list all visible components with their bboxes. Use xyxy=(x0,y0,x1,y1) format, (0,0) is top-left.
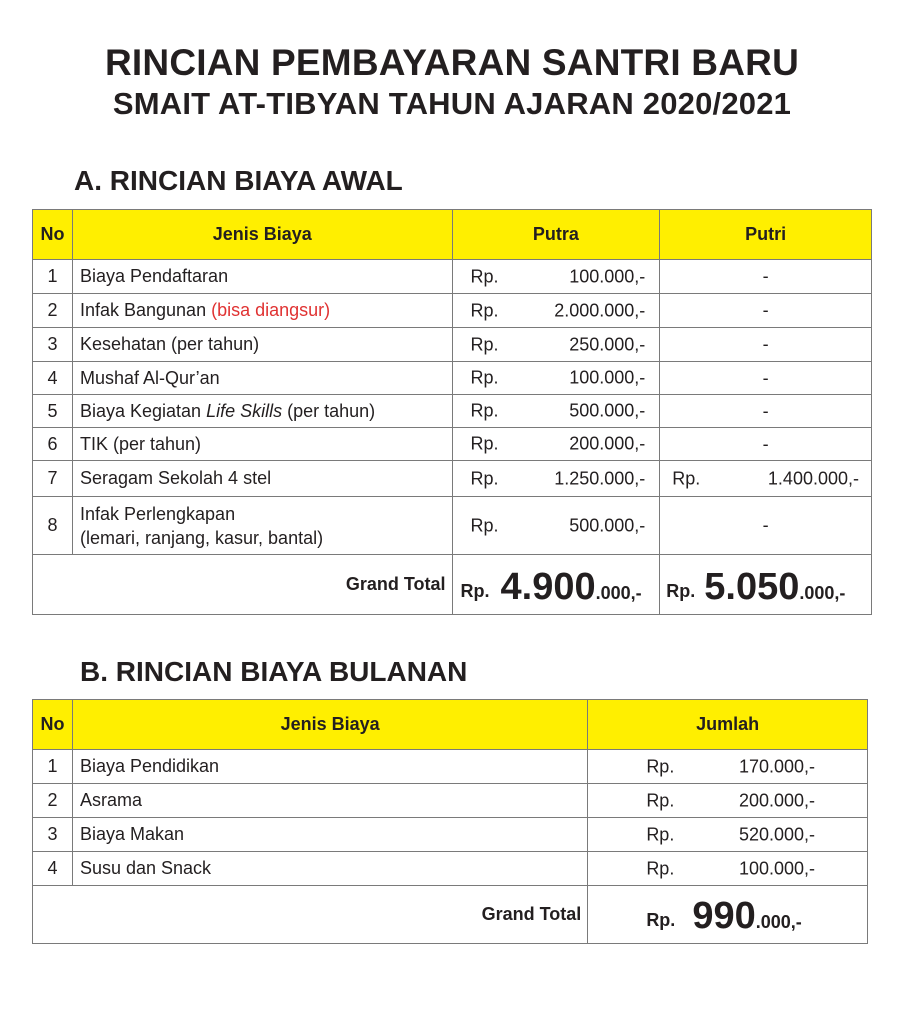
grand-total-putri xyxy=(704,568,845,606)
table-row xyxy=(33,395,872,428)
grand-total-row xyxy=(33,555,872,615)
amount-cell xyxy=(588,784,868,818)
currency-label: Rp. xyxy=(470,367,499,388)
row-number: 1 xyxy=(33,260,73,294)
currency-label: Rp. xyxy=(646,858,675,878)
row-name: Seragam Sekolah 4 stel xyxy=(72,461,452,497)
row-name xyxy=(72,294,452,328)
currency-label: Rp. xyxy=(646,790,675,810)
row-name: Biaya Makan xyxy=(72,818,587,852)
putra-amount: 500.000,- xyxy=(569,515,646,535)
row-number: 3 xyxy=(33,818,73,852)
table-row xyxy=(33,362,872,395)
row-number: 6 xyxy=(33,428,73,461)
grand-total-amount-small: .000,- xyxy=(755,912,802,932)
currency-label: Rp. xyxy=(460,581,490,601)
putra-amount-cell xyxy=(452,461,660,497)
grand-total-row xyxy=(33,886,868,944)
putra-amount-cell xyxy=(452,294,660,328)
putra-amount-cell xyxy=(452,395,660,428)
row-name-line1: Infak Perlengkapan xyxy=(79,503,236,524)
putri-amount: 1.400.000,- xyxy=(767,468,859,488)
row-number: 8 xyxy=(33,497,73,555)
currency-label: Rp. xyxy=(666,581,696,601)
row-name: Asrama xyxy=(72,784,587,818)
currency-label: Rp. xyxy=(646,756,675,776)
column-header-putra: Putra xyxy=(452,210,660,260)
amount: 170.000,- xyxy=(738,756,815,776)
amount: 100.000,- xyxy=(738,858,815,878)
amount-cell xyxy=(588,818,868,852)
putra-amount: 2.000.000,- xyxy=(554,300,646,320)
table-biaya-awal xyxy=(32,209,872,615)
row-number: 5 xyxy=(33,395,73,428)
currency-label: Rp. xyxy=(470,433,499,454)
grand-total-label: Grand Total xyxy=(33,886,588,944)
putra-amount: 250.000,- xyxy=(569,334,646,354)
putra-amount: 1.250.000,- xyxy=(554,468,646,488)
row-name-note: (bisa diangsur) xyxy=(211,300,331,320)
grand-total-putra-small: .000,- xyxy=(595,583,642,603)
putra-amount-cell xyxy=(452,497,660,555)
table-row xyxy=(33,428,872,461)
row-number: 2 xyxy=(33,294,73,328)
row-name-line2: (lemari, ranjang, kasur, bantal) xyxy=(79,527,324,548)
row-number: 2 xyxy=(33,784,73,818)
row-name: Biaya Pendaftaran xyxy=(72,260,452,294)
row-name: Biaya Pendidikan xyxy=(72,750,587,784)
row-number: 4 xyxy=(33,362,73,395)
currency-label: Rp. xyxy=(470,400,499,421)
section-a-title: A. RINCIAN BIAYA AWAL xyxy=(74,165,403,196)
putra-amount: 500.000,- xyxy=(569,400,646,421)
grand-total-putra xyxy=(501,568,642,606)
table-biaya-bulanan xyxy=(32,699,868,944)
column-header-jumlah: Jumlah xyxy=(588,700,868,750)
row-name: Mushaf Al-Qur’an xyxy=(72,362,452,395)
currency-label: Rp. xyxy=(470,334,499,354)
row-number: 1 xyxy=(33,750,73,784)
grand-total-amount-cell xyxy=(588,886,868,944)
amount: 200.000,- xyxy=(738,790,815,810)
currency-label: Rp. xyxy=(470,515,499,535)
table-row xyxy=(33,260,872,294)
putri-amount: - xyxy=(660,428,872,461)
grand-total-putri-big: 5.050 xyxy=(704,566,800,608)
amount-cell xyxy=(588,750,868,784)
row-name-text: Infak Bangunan xyxy=(79,300,212,320)
column-header-jenis-biaya: Jenis Biaya xyxy=(72,210,452,260)
putri-amount: - xyxy=(660,328,872,362)
putri-amount: - xyxy=(660,294,872,328)
row-number: 3 xyxy=(33,328,73,362)
currency-label: Rp. xyxy=(470,266,499,286)
grand-total-putra-cell xyxy=(452,555,660,615)
grand-total-putri-cell xyxy=(660,555,872,615)
amount: 520.000,- xyxy=(738,824,815,844)
putri-amount: - xyxy=(660,260,872,294)
grand-total-putri-small: .000,- xyxy=(799,583,846,603)
row-number: 7 xyxy=(33,461,73,497)
currency-label: Rp. xyxy=(646,910,676,930)
table-row xyxy=(33,497,872,555)
page-subtitle: SMAIT AT-TIBYAN TAHUN AJARAN 2020/2021 xyxy=(112,86,792,121)
table-header-row xyxy=(33,210,872,260)
table-header-row xyxy=(33,700,868,750)
table-row xyxy=(33,784,868,818)
section-b-title: B. RINCIAN BIAYA BULANAN xyxy=(80,656,468,687)
putra-amount: 200.000,- xyxy=(569,433,646,454)
putri-amount: - xyxy=(660,395,872,428)
grand-total-putra-big: 4.900 xyxy=(500,566,596,608)
currency-label: Rp. xyxy=(470,468,499,488)
row-name: Kesehatan (per tahun) xyxy=(72,328,452,362)
row-name: TIK (per tahun) xyxy=(72,428,452,461)
putri-amount: - xyxy=(660,362,872,395)
row-name-suffix: (per tahun) xyxy=(282,400,376,421)
row-number: 4 xyxy=(33,852,73,886)
column-header-no: No xyxy=(33,700,73,750)
grand-total-amount-big: 990 xyxy=(692,895,756,937)
putri-amount-cell xyxy=(660,461,872,497)
row-name xyxy=(72,395,452,428)
grand-total-label: Grand Total xyxy=(33,555,453,615)
column-header-no: No xyxy=(33,210,73,260)
amount-cell xyxy=(588,852,868,886)
table-row xyxy=(33,294,872,328)
grand-total-amount xyxy=(692,897,801,935)
table-row xyxy=(33,328,872,362)
table-row xyxy=(33,750,868,784)
currency-label: Rp. xyxy=(470,300,499,320)
table-row xyxy=(33,852,868,886)
column-header-putri: Putri xyxy=(660,210,872,260)
column-header-jenis-biaya: Jenis Biaya xyxy=(72,700,587,750)
row-name-text: Biaya Kegiatan xyxy=(79,400,207,421)
row-name-italic: Life Skills xyxy=(206,400,283,421)
page-title: RINCIAN PEMBAYARAN SANTRI BARU xyxy=(105,42,799,83)
table-row xyxy=(33,818,868,852)
row-name: Susu dan Snack xyxy=(72,852,587,886)
currency-label: Rp. xyxy=(646,824,675,844)
putra-amount: 100.000,- xyxy=(569,266,646,286)
putra-amount-cell xyxy=(452,328,660,362)
putra-amount-cell xyxy=(452,428,660,461)
putri-amount: - xyxy=(660,497,872,555)
putra-amount-cell xyxy=(452,362,660,395)
putra-amount-cell xyxy=(452,260,660,294)
table-row xyxy=(33,461,872,497)
row-name xyxy=(72,497,452,555)
putra-amount: 100.000,- xyxy=(569,367,646,388)
currency-label: Rp. xyxy=(672,468,701,488)
